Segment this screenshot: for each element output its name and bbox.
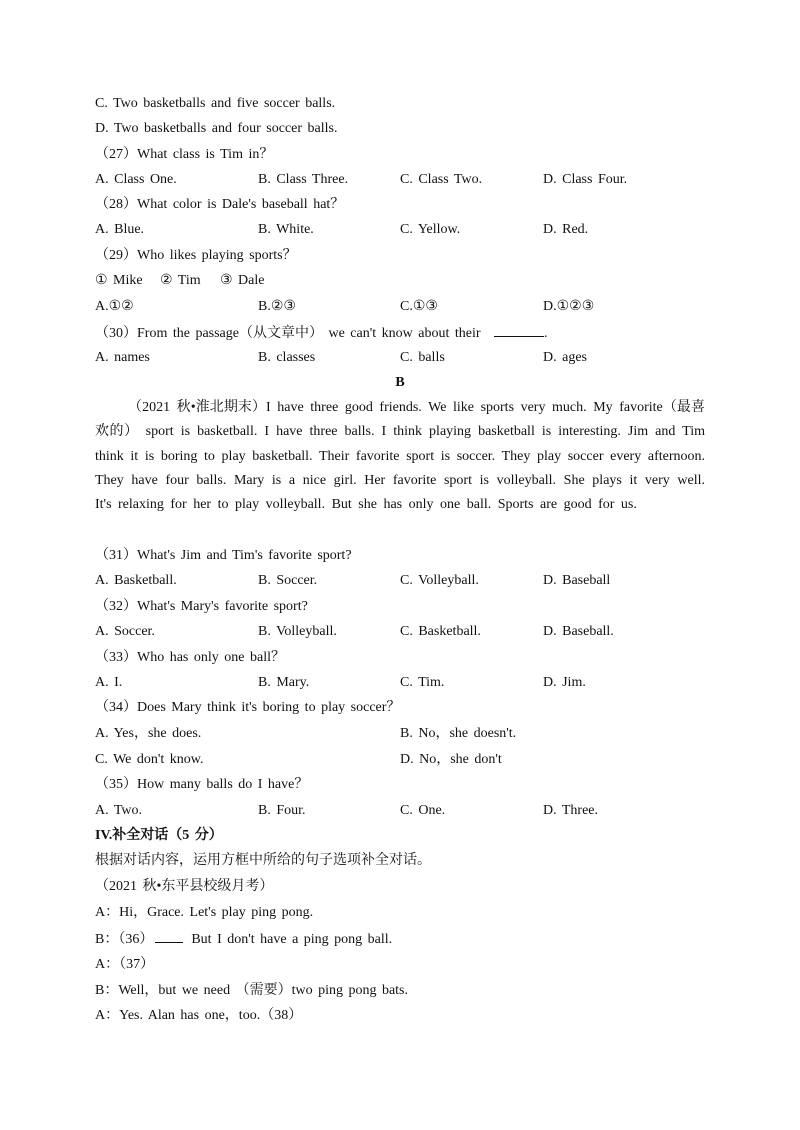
- q32-option-c: C. Basketball.: [400, 624, 481, 639]
- q29-choice-2: ② Tim: [160, 273, 201, 288]
- q28-option-a: A. Blue.: [95, 222, 145, 237]
- answer-blank: [494, 324, 544, 337]
- q29-question: （29）Who likes playing sports？: [95, 248, 297, 263]
- q30-option-c: C. balls: [400, 350, 445, 365]
- q27-option-c: C. Class Two.: [400, 172, 483, 187]
- q32-question: （32）What's Mary's favorite sport?: [95, 599, 308, 614]
- dialogue-line-3: A：（37）: [95, 957, 155, 972]
- q31-option-b: B. Soccer.: [258, 573, 318, 588]
- q35-question: （35）How many balls do I have？: [95, 777, 309, 792]
- q29-option-c: C.①③: [400, 299, 438, 314]
- q27-option-a: A. Class One.: [95, 172, 177, 187]
- dialogue-line-4: B：Well，but we need （需要）two ping pong bats.: [95, 983, 409, 998]
- q34-option-b: B. No，she doesn't.: [400, 726, 517, 741]
- section-iv-instruction: 根据对话内容，运用方框中所给的句子选项补全对话。: [95, 853, 431, 868]
- q30-option-b: B. classes: [258, 350, 316, 365]
- q31-option-a: A. Basketball.: [95, 573, 177, 588]
- q30-question-prefix: （30）From the passage（从文章中） we can't know about their: [95, 326, 481, 341]
- q32-option-d: D. Baseball.: [543, 624, 614, 639]
- q33-option-a: A. I.: [95, 675, 123, 690]
- q29-choice-1: ① Mike: [95, 273, 143, 288]
- q35-option-a: A. Two.: [95, 803, 143, 818]
- q29-option-b: B.②③: [258, 299, 296, 314]
- q26-option-c: C. Two basketballs and five soccer balls.: [95, 96, 336, 111]
- q31-option-c: C. Volleyball.: [400, 573, 479, 588]
- q35-option-b: B. Four.: [258, 803, 306, 818]
- q28-option-d: D. Red.: [543, 222, 589, 237]
- q27-option-d: D. Class Four.: [543, 172, 628, 187]
- q34-option-d: D. No，she don't: [400, 752, 502, 767]
- dialogue-line-2-prefix: B：（36）: [95, 932, 154, 947]
- q32-option-a: A. Soccer.: [95, 624, 155, 639]
- q34-option-c: C. We don't know.: [95, 752, 204, 767]
- q32-option-b: B. Volleyball.: [258, 624, 337, 639]
- q33-option-c: C. Tim.: [400, 675, 445, 690]
- section-iv-heading: IV.补全对话（5 分）: [95, 828, 223, 843]
- q27-option-b: B. Class Three.: [258, 172, 349, 187]
- q27-question: （27）What class is Tim in？: [95, 147, 274, 162]
- q35-option-d: D. Three.: [543, 803, 598, 818]
- q35-option-c: C. One.: [400, 803, 446, 818]
- dialogue-line-5: A：Yes. Alan has one，too.（38）: [95, 1008, 303, 1023]
- q30-option-a: A. names: [95, 350, 150, 365]
- section-b-passage: （2021 秋•淮北期末）I have three good friends. We like sports very much. My favorite（最喜欢的） sport is basketball. I have three balls. I think playing basketball is interesting. Jim and Tim think it is boring to play basketball. Their favorite sport is soccer. They play soccer every afternoon. They have four balls. Mary is a nice girl. Her favorite sport is volleyball. She plays it very well. It's relaxing for her to play volleyball. But she has only one ball. Sports are good for us.: [95, 400, 705, 513]
- q30-option-d: D. ages: [543, 350, 587, 365]
- q31-option-d: D. Baseball: [543, 573, 611, 588]
- q33-option-d: D. Jim.: [543, 675, 586, 690]
- q28-option-c: C. Yellow.: [400, 222, 461, 237]
- section-b-label: B: [395, 375, 405, 390]
- answer-blank: [155, 930, 183, 943]
- q29-choice-3: ③ Dale: [220, 273, 265, 288]
- q29-option-d: D.①②③: [543, 299, 595, 314]
- q28-question: （28）What color is Dale's baseball hat？: [95, 197, 345, 212]
- q30-question: [95, 324, 548, 343]
- q30-question-suffix: .: [544, 326, 548, 341]
- dialogue-line-2-suffix: But I don't have a ping pong ball.: [191, 932, 393, 947]
- dialogue-line-2: [95, 930, 392, 949]
- q34-question: （34）Does Mary think it's boring to play soccer？: [95, 700, 401, 715]
- q33-question: （33）Who has only one ball？: [95, 650, 285, 665]
- q26-option-d: D. Two basketballs and four soccer balls.: [95, 121, 338, 136]
- q34-option-a: A. Yes，she does.: [95, 726, 202, 741]
- q28-option-b: B. White.: [258, 222, 314, 237]
- dialogue-line-1: A：Hi，Grace. Let's play ping pong.: [95, 905, 314, 920]
- q33-option-b: B. Mary.: [258, 675, 310, 690]
- q29-option-a: A.①②: [95, 299, 134, 314]
- q31-question: （31）What's Jim and Tim's favorite sport?: [95, 548, 352, 563]
- section-iv-source: （2021 秋•东平县校级月考）: [95, 879, 274, 894]
